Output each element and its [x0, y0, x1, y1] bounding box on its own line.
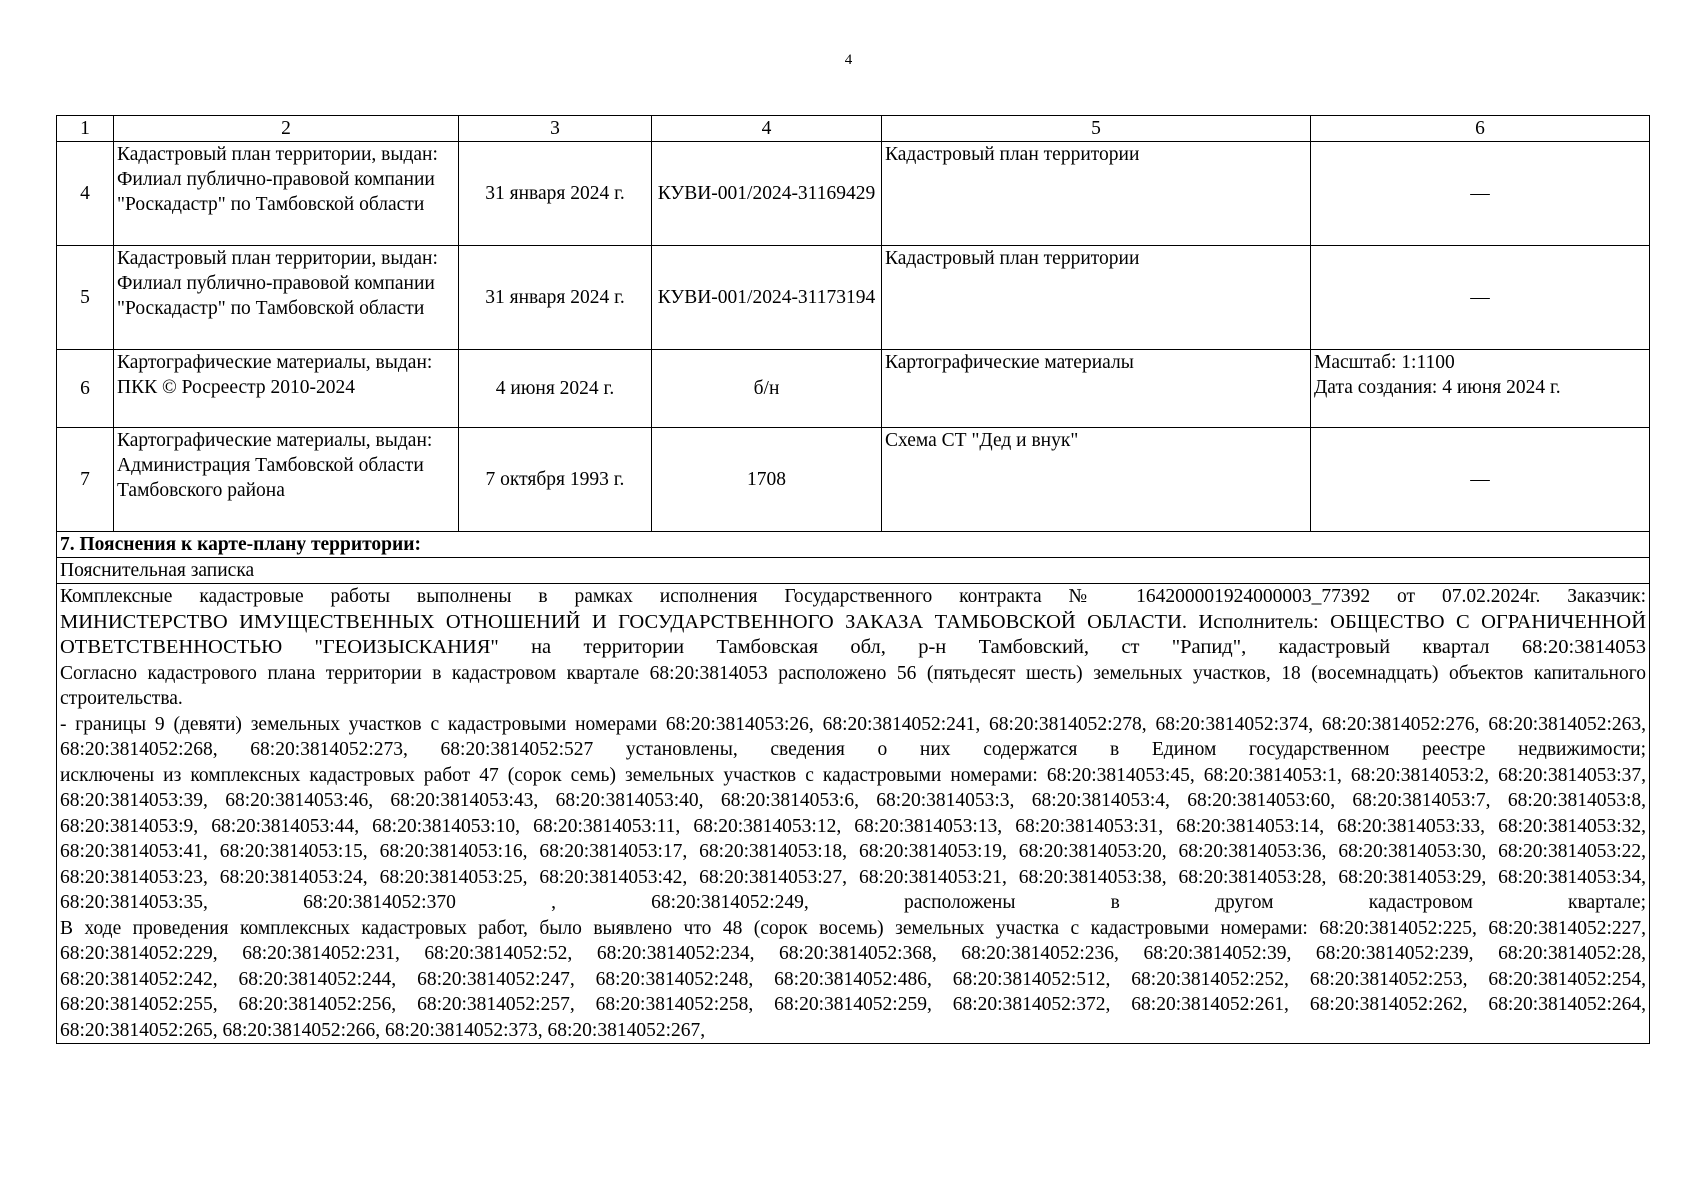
section-subtitle: Пояснительная записка	[57, 558, 1650, 584]
column-header: 4	[652, 116, 882, 142]
column-header: 6	[1311, 116, 1650, 142]
document-date: 7 октября 1993 г.	[459, 428, 652, 532]
document-date: 4 июня 2024 г.	[459, 350, 652, 428]
section-title-row	[57, 532, 1650, 558]
material-name: Кадастровый план территории	[882, 246, 1311, 350]
creation-date-note: Дата создания: 4 июня 2024 г.	[1314, 377, 1561, 398]
row-number: 6	[57, 350, 114, 428]
document-name: Картографические материалы, выдан: ПКК © Росреестр 2010-2024	[114, 350, 459, 428]
material-name: Кадастровый план территории	[882, 142, 1311, 246]
document-name: Кадастровый план территории, выдан: Филиал публично-правовой компании "Роскадастр" по Тамбовской области	[114, 246, 459, 350]
section-subtitle-row	[57, 558, 1650, 584]
documents-table	[56, 115, 1650, 1044]
column-header: 5	[882, 116, 1311, 142]
column-header: 3	[459, 116, 652, 142]
document-number: КУВИ-001/2024-31169429	[652, 142, 882, 246]
page-number: 4	[844, 52, 853, 68]
material-name: Картографические материалы	[882, 350, 1311, 428]
scale-note: Масштаб: 1:1100	[1314, 352, 1455, 373]
table-row	[57, 350, 1650, 428]
row-number: 4	[57, 142, 114, 246]
document-number: б/н	[652, 350, 882, 428]
note-paragraph: - границы 9 (девяти) земельных участков с кадастровыми номерами 68:20:3814053:26, 68:20:3814052:241, 68:20:3814052:278, 68:20:3814052:374, 68:20:3814052:276, 68:20:3814052:263, 68:20:3814052:268, 68:20:3814052:273, 68:20:3814052:527 установлены, сведения о них содержатся в Едином государственном реестре недвижимости;	[60, 713, 1646, 760]
table-header-row	[57, 116, 1650, 142]
section-title: 7. Пояснения к карте-плану территории:	[57, 532, 1650, 558]
notes-row	[57, 584, 1650, 1044]
document-number: КУВИ-001/2024-31173194	[652, 246, 882, 350]
row-number: 7	[57, 428, 114, 532]
material-name: Схема СТ "Дед и внук"	[882, 428, 1311, 532]
document-number: 1708	[652, 428, 882, 532]
document-name: Кадастровый план территории, выдан: Филиал публично-правовой компании "Роскадастр" по Тамбовской области	[114, 142, 459, 246]
note-paragraph: В ходе проведения комплексных кадастровых работ, было выявлено что 48 (сорок восемь) земельных участка с кадастровыми номерами: 68:20:3814052:225, 68:20:3814052:227, 68:20:3814052:229, 68:20:3814052:231, 68:20:3814052:52, 68:20:3814052:234, 68:20:3814052:368, 68:20:3814052:236, 68:20:3814052:39, 68:20:3814052:239, 68:20:3814052:28, 68:20:3814052:242, 68:20:3814052:244, 68:20:3814052:247, 68:20:3814052:248, 68:20:3814052:486, 68:20:3814052:512, 68:20:3814052:252, 68:20:3814052:253, 68:20:3814052:254, 68:20:3814052:255, 68:20:3814052:256, 68:20:3814052:257, 68:20:3814052:258, 68:20:3814052:259, 68:20:3814052:372, 68:20:3814052:261, 68:20:3814052:262, 68:20:3814052:264, 68:20:3814052:265, 68:20:3814052:266, 68:20:3814052:373, 68:20:3814052:267,	[60, 917, 1646, 1041]
document-date: 31 января 2024 г.	[459, 142, 652, 246]
table-row	[57, 142, 1650, 246]
table-row	[57, 246, 1650, 350]
row-number: 5	[57, 246, 114, 350]
note-paragraph: МИНИСТЕРСТВО ИМУЩЕСТВЕННЫХ ОТНОШЕНИЙ И ГОСУДАРСТВЕННОГО ЗАКАЗА ТАМБОВСКОЙ ОБЛАСТИ. Исполнитель: ОБЩЕСТВО С ОГРАНИЧЕННОЙ ОТВЕТСТВЕННОСТЬЮ "ГЕОИЗЫСКАНИЯ" на территории Тамбовская обл, р-н Тамбовский, ст "Рапид", кадастровый квартал 68:20:3814053	[60, 610, 1646, 658]
document-note	[1311, 350, 1650, 428]
column-header: 2	[114, 116, 459, 142]
document-name: Картографические материалы, выдан: Администрация Тамбовской области Тамбовского района	[114, 428, 459, 532]
document-note: —	[1311, 428, 1650, 532]
explanatory-note	[57, 584, 1650, 1044]
note-paragraph: Комплексные кадастровые работы выполнены в рамках исполнения Государственного контракта № 164200001924000003_77392 от 07.02.2024г. Заказчик:	[60, 586, 1646, 607]
document-note: —	[1311, 246, 1650, 350]
document-date: 31 января 2024 г.	[459, 246, 652, 350]
document-note: —	[1311, 142, 1650, 246]
note-paragraph: Согласно кадастрового плана территории в кадастровом квартале 68:20:3814053 расположено 56 (пятьдесят шесть) земельных участков, 18 (восемнадцать) объектов капитального строительства.	[60, 662, 1646, 709]
table-row	[57, 428, 1650, 532]
note-paragraph: исключены из комплексных кадастровых работ 47 (сорок семь) земельных участков с кадастровыми номерами: 68:20:3814053:45, 68:20:3814053:1, 68:20:3814053:2, 68:20:3814053:37, 68:20:3814053:39, 68:20:3814053:46, 68:20:3814053:43, 68:20:3814053:40, 68:20:3814053:6, 68:20:3814053:3, 68:20:3814053:4, 68:20:3814053:60, 68:20:3814053:7, 68:20:3814053:8, 68:20:3814053:9, 68:20:3814053:44, 68:20:3814053:10, 68:20:3814053:11, 68:20:3814053:12, 68:20:3814053:13, 68:20:3814053:31, 68:20:3814053:14, 68:20:3814053:33, 68:20:3814053:32, 68:20:3814053:41, 68:20:3814053:15, 68:20:3814053:16, 68:20:3814053:17, 68:20:3814053:18, 68:20:3814053:19, 68:20:3814053:20, 68:20:3814053:36, 68:20:3814053:30, 68:20:3814053:22, 68:20:3814053:23, 68:20:3814053:24, 68:20:3814053:25, 68:20:3814053:42, 68:20:3814053:27, 68:20:3814053:21, 68:20:3814053:38, 68:20:3814053:28, 68:20:3814053:29, 68:20:3814053:34, 68:20:3814053:35, 68:20:3814052:370 , 68:20:3814052:249, расположены в другом кадастровом квартале;	[60, 764, 1646, 913]
column-header: 1	[57, 116, 114, 142]
